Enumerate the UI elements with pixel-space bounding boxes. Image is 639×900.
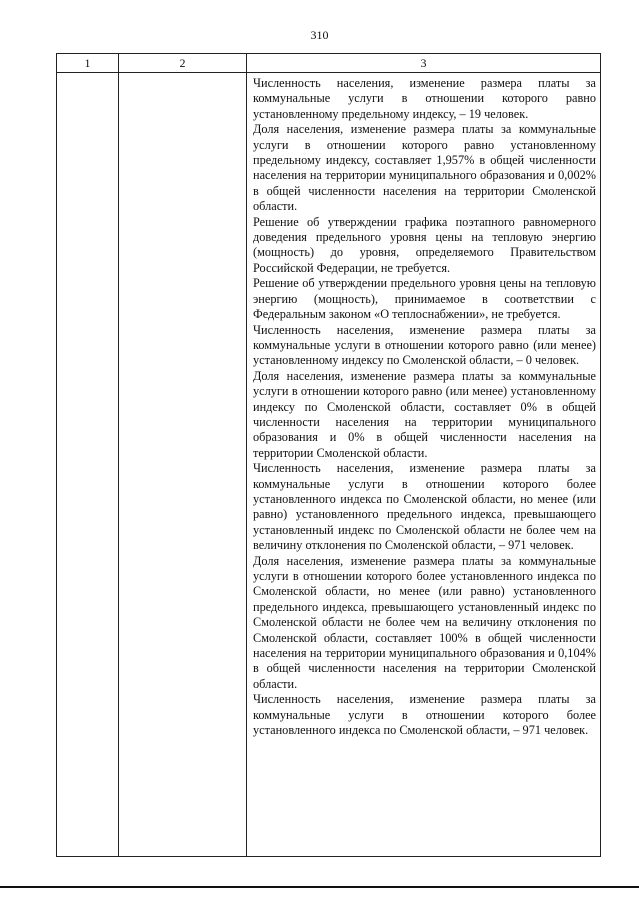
- paragraph-price-level-decision: Решение об утверждении предельного уровня цены на тепловую энергию (мощность), принимаемое в соответствии с Федеральным законом «О теплоснабжении», не требуется.: [253, 276, 596, 322]
- paragraph-schedule-decision: Решение об утверждении графика поэтапного равномерного доведения предельного уровня цены на тепловую энергию (мощность) до уровня, определяемого Правительством Российской Федерации, не требуется.: [253, 214, 596, 275]
- column-header-1: 1: [57, 54, 119, 73]
- column-header-2: 2: [119, 54, 247, 73]
- cell-column-3: [247, 73, 601, 857]
- paragraph-population-within-deviation: Численность населения, изменение размера платы за коммунальные услуги в отношении которого более установленного индекса по Смоленской области, но менее (или равно) установленного предельного индекса, превышающего установленный индекс по Смоленской области не более чем на величину отклонения по Смоленской области, – 971 человек.: [253, 461, 596, 553]
- paragraph-share-within-deviation: Доля населения, изменение размера платы за коммунальные услуги в отношении которого более установленного индекса по Смоленской области, но менее (или равно) установленного предельного индекса, превышающего установленный индекс по Смоленской области не более чем на величину отклонения по Смоленской области, составляет 100% в общей численности населения на территории муниципального образования и 0,104% в общей численности населения на территории Смоленской области.: [253, 553, 596, 691]
- paragraph-share-equal-limit: Доля населения, изменение размера платы за коммунальные услуги в отношении которого равно установленному предельному индексу, составляет 1,957% в общей численности населения на территории муниципального образования и 0,002% в общей численности населения на территории Смоленской области.: [253, 122, 596, 214]
- paragraph-share-below-index: Доля населения, изменение размера платы за коммунальные услуги в отношении которого равно (или менее) установленному индексу по Смоленской области, составляет 0% в общей численности населения на территории муниципального образования и 0% в общей численности населения на территории Смоленской области.: [253, 368, 596, 460]
- cell-column-2: [119, 73, 247, 857]
- page-number: 310: [310, 28, 329, 42]
- page-bottom-divider: [0, 886, 639, 888]
- table-header-row: [57, 54, 601, 73]
- table-row: [57, 73, 601, 857]
- paragraph-population-equal-limit: Численность населения, изменение размера платы за коммунальные услуги в отношении которого равно установленному предельному индексу, – 19 человек.: [253, 76, 596, 121]
- document-table: [56, 53, 601, 857]
- paragraph-population-below-index: Численность населения, изменение размера платы за коммунальные услуги в отношении которого равно (или менее) установленному индексу по Смоленской области, – 0 человек.: [253, 322, 596, 368]
- column-header-3: 3: [247, 54, 601, 73]
- cell-column-1: [57, 73, 119, 857]
- paragraph-population-above-index: Численность населения, изменение размера платы за коммунальные услуги в отношении которого более установленного индекса по Смоленской области, – 971 человек.: [253, 692, 596, 738]
- text-block: [247, 73, 600, 738]
